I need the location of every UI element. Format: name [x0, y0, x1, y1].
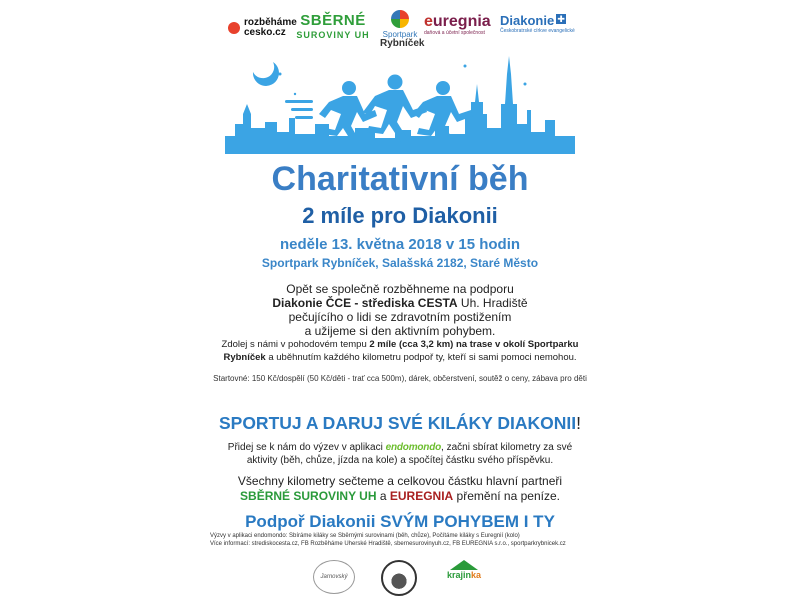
krajinka-logo: [444, 560, 484, 594]
details-p1: Zdolej s námi v pohodovém tempu: [221, 339, 370, 350]
sberne-suroviny-logo: [290, 14, 376, 42]
sberne-sub: SUROVINY UH: [296, 30, 370, 40]
event-title: Charitativní běh: [271, 160, 529, 198]
campaign-headline-excl: !: [576, 413, 582, 433]
partners-end: přemění na peníze.: [453, 489, 560, 503]
sportpark-line1: Sportpark: [382, 30, 418, 39]
footer-info: [210, 532, 610, 548]
partners-mid: a: [376, 489, 390, 503]
challenge-c2: , začni sbírat kilometry za své: [441, 442, 573, 453]
intro-line1: Opět se společně rozběhneme na podporu: [286, 282, 514, 296]
euregnia-tag: daňová a účetní společnost: [424, 30, 485, 36]
sportpark-line2: Rybníček: [380, 38, 425, 49]
campaign-headline: [0, 413, 800, 434]
house-roof-icon: [450, 560, 478, 570]
partners-paragraph: [0, 474, 800, 504]
partner-sberne: SBĚRNÉ SUROVINY UH: [240, 489, 377, 503]
euregnia-logo: [424, 14, 491, 36]
diakonie-tag: Českobratrské církve evangelické: [500, 28, 575, 34]
diakonie-name: Diakonie: [500, 13, 555, 28]
rozbehame-logo: [228, 18, 297, 38]
krajinka-b: ka: [471, 570, 482, 580]
jarnovsky-logo: Jarnovský: [313, 560, 355, 594]
details-p1-bold: 2 míle (cca 3,2 km) na trase v okolí Sportparku: [369, 339, 579, 350]
krajinka-a: krajin: [446, 570, 471, 580]
support-slogan: Podpoř Diakonii SVÝM POHYBEM I TY: [245, 512, 555, 531]
partners-line1: Všechny kilometry sečteme a celkovou částku hlavní partneři: [237, 474, 563, 488]
sportpark-logo: [380, 10, 425, 49]
sberne-main: SBĚRNÉ: [300, 12, 366, 29]
intro-line4: a užijeme si den aktivním pohybem.: [304, 324, 496, 338]
cross-icon: ✚: [557, 14, 565, 24]
campaign-headline-text: SPORTUJ A DARUJ SVÉ KILÁKY DIAKONII: [218, 413, 577, 433]
euregnia-e: e: [424, 13, 433, 30]
diakonie-logo: [500, 14, 575, 34]
footer-line2: Více informací: strediskocesta.cz, FB Rozběháme Uherské Hradiště, sbernesurovinyuh.cz, FB EUREGNIA s.r.o., sportparkrybnicek.cz: [210, 541, 566, 547]
intro-line2-rest: Uh. Hradiště: [457, 296, 528, 310]
intro-paragraph: [0, 282, 800, 338]
challenge-c1: Přidej se k nám do výzev v aplikaci: [227, 442, 386, 453]
challenge-paragraph: [0, 441, 800, 467]
challenge-c3: aktivity (běh, chůze, jízda na kole) a spočítej částku svého příspěvku.: [246, 455, 554, 466]
event-date: neděle 13. května 2018 v 15 hodin: [279, 236, 521, 253]
euregnia-name: uregnia: [432, 13, 491, 30]
event-venue: Sportpark Rybníček, Salašská 2182, Staré Město: [261, 256, 539, 270]
rozbehame-text: rozběháme cesko.cz: [244, 17, 297, 38]
runner-2-icon: [363, 75, 427, 143]
details-p2-bold: Rybníček: [223, 352, 266, 363]
rozbehame-icon: [228, 22, 240, 34]
endomondo-logo: endomondo: [385, 442, 442, 453]
partner-euregnia: EUREGNIA: [389, 489, 454, 503]
moon-icon: [253, 62, 279, 86]
details-p2: a uběhnutím každého kilometru podpoř ty, kteří si sami pomoci nemohou.: [265, 352, 577, 363]
footer-line1: Výzvy v aplikaci endomondo: Sbíráme kiláky se Sběrnými surovinami (běh, chůze), Počítáme kiláky s Euregnií (kolo): [210, 533, 520, 539]
startovne-text: Startovné: 150 Kč/dospělí (50 Kč/děti - trať cca 500m), dárek, občerstvení, soutěž o ceny, zábava pro děti: [213, 374, 587, 383]
sportpark-icon: [391, 10, 409, 28]
club-emblem-icon: [381, 560, 417, 596]
intro-line3: pečujícího o lidi se zdravotním postižením: [288, 310, 512, 324]
skyline-runners-illustration: [225, 44, 575, 154]
event-subtitle: 2 míle pro Diakonii: [302, 203, 498, 228]
intro-line2-bold: Diakonie ČCE - střediska CESTA: [272, 296, 458, 310]
details-paragraph: [0, 338, 800, 364]
